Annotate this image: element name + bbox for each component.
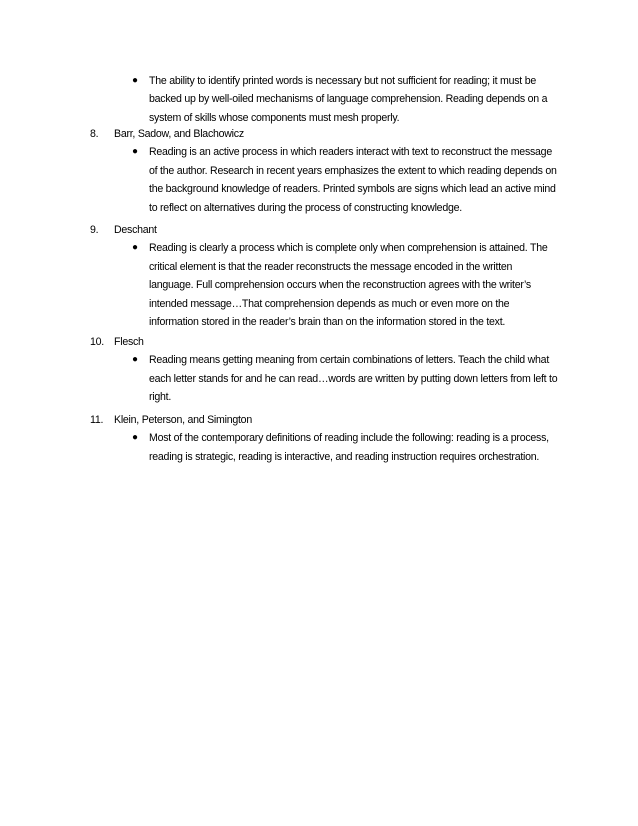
section-8: [0, 125, 638, 217]
bullet-icon: ●: [132, 146, 138, 158]
section-11: [0, 411, 638, 466]
section-number: 11.: [90, 414, 104, 426]
continuation-block: [0, 72, 638, 127]
bullet-icon: ●: [132, 354, 138, 366]
bullet-item: [0, 143, 559, 217]
section-author: Flesch: [114, 336, 144, 348]
section-heading: [0, 221, 638, 239]
bullet-item: [0, 239, 559, 331]
bullet-text: Most of the contemporary definitions of reading include the following: reading is a process, reading is strategic, reading is interactive, and reading instruction requires orchestration.: [149, 432, 549, 463]
bullet-item: [0, 429, 559, 466]
section-9: [0, 221, 638, 331]
bullet-text: The ability to identify printed words is necessary but not sufficient for reading; it must be backed up by well-oiled mechanisms of language comprehension. Reading depends on a system of skills whose components must mesh properly.: [149, 75, 548, 124]
section-heading: [0, 125, 638, 143]
section-heading: [0, 333, 638, 351]
section-author: Barr, Sadow, and Blachowicz: [114, 128, 244, 140]
bullet-icon: ●: [132, 75, 138, 86]
section-number: 10.: [90, 336, 104, 348]
bullet-item: [0, 351, 559, 406]
bullet-icon: ●: [132, 242, 138, 254]
section-number: 8.: [90, 128, 99, 140]
bullet-text: Reading is clearly a process which is complete only when comprehension is attained. The critical element is that the reader reconstructs the message encoded in the written language. Full comprehension occurs when the reconstruction agrees with the writer’s intended message…That comprehension depends as much or even more on the information stored in the reader’s brain than on the information stored in the text.: [149, 242, 548, 329]
bullet-item: [0, 72, 559, 127]
section-number: 9.: [90, 224, 99, 236]
section-author: Deschant: [114, 224, 157, 236]
section-heading: [0, 411, 638, 429]
section-author: Klein, Peterson, and Simington: [114, 414, 252, 426]
bullet-icon: ●: [132, 432, 138, 444]
section-10: [0, 333, 638, 407]
bullet-text: Reading is an active process in which readers interact with text to reconstruct the message of the author. Research in recent years emphasizes the extent to which reading depends on the background knowledge of readers. Printed symbols are signs which lead an active mind to reflect on alternatives during the process of constructing knowledge.: [149, 146, 557, 214]
bullet-text: Reading means getting meaning from certain combinations of letters. Teach the child what each letter stands for and he can read…words are written by putting down letters from left to right.: [149, 354, 558, 404]
